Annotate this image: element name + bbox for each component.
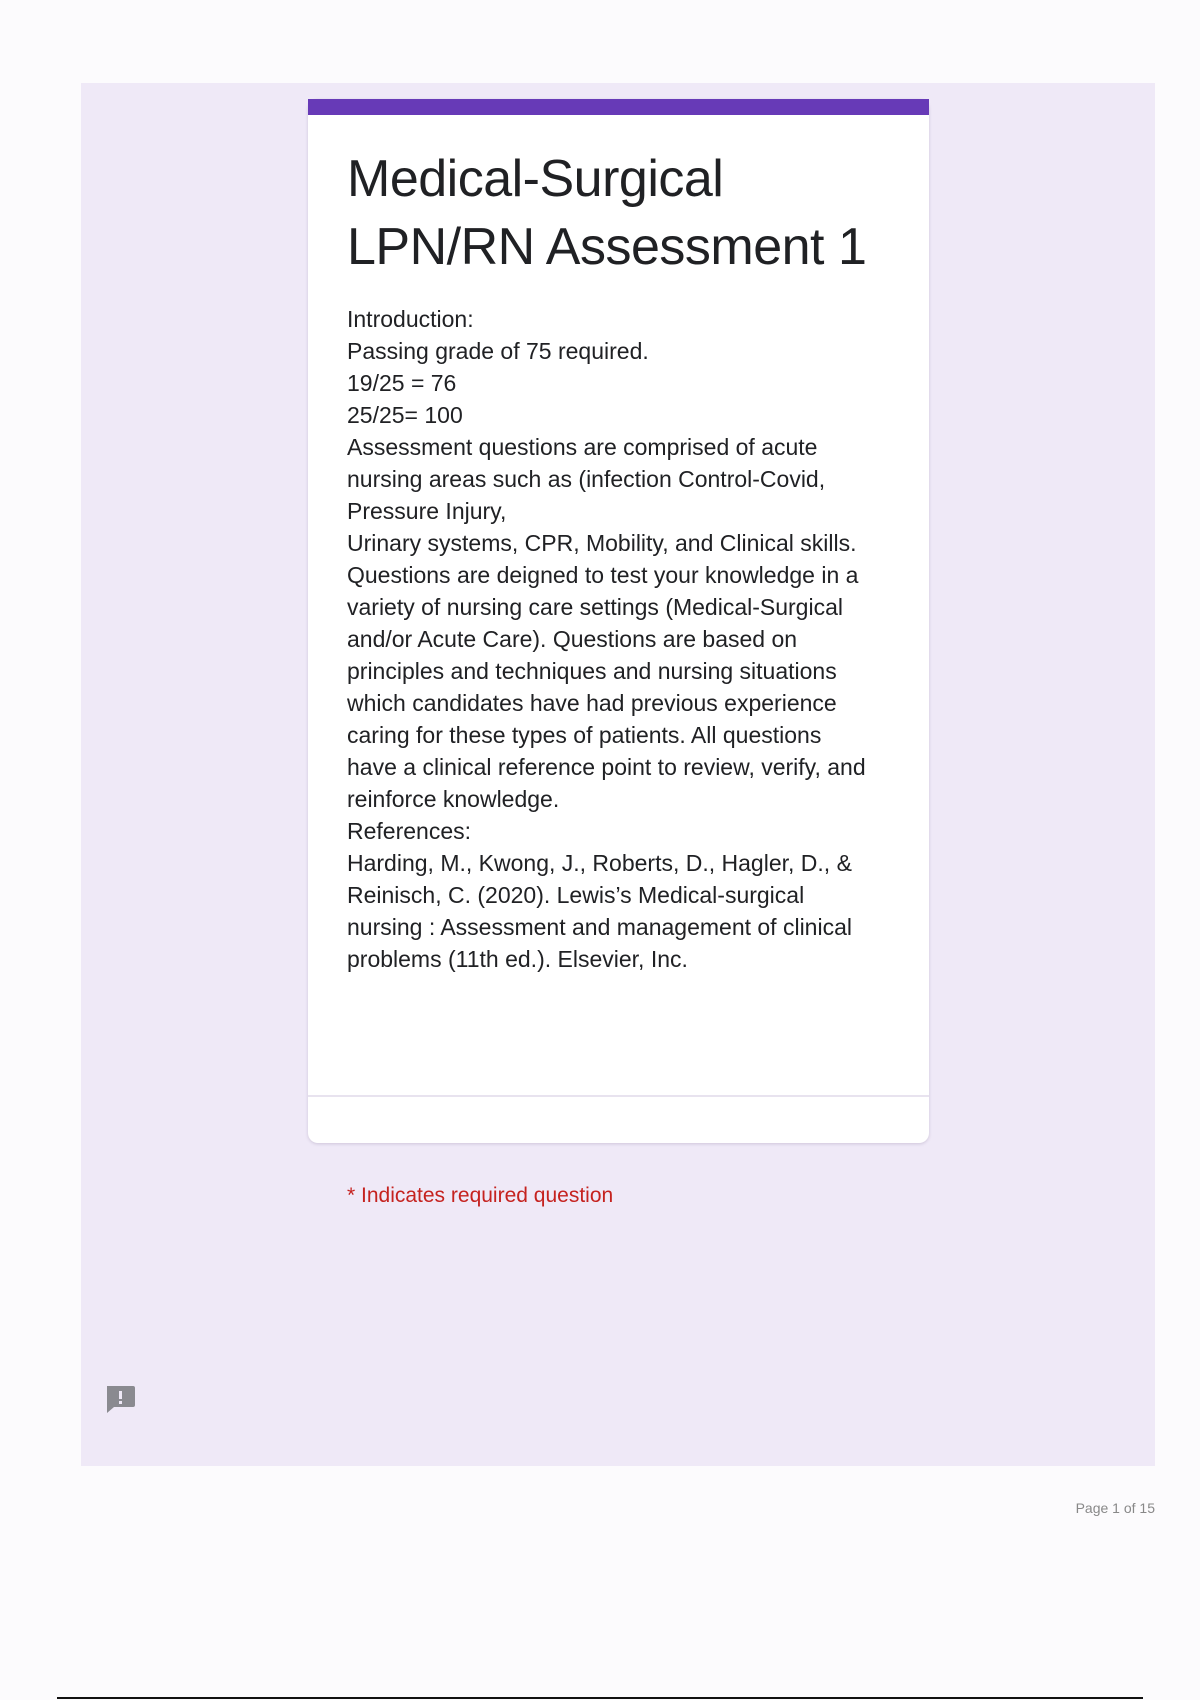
description-line: Urinary systems, CPR, Mobility, and Clinical skills. xyxy=(347,530,857,556)
description-line: reinforce knowledge. xyxy=(347,786,560,812)
feedback-icon-svg xyxy=(103,1382,137,1416)
description-line: problems (11th ed.). Elsevier, Inc. xyxy=(347,946,688,972)
description-line: nursing areas such as (infection Control-Covid, xyxy=(347,466,826,492)
description-line: variety of nursing care settings (Medical-Surgical xyxy=(347,594,843,620)
feedback-icon[interactable] xyxy=(103,1382,137,1416)
form-accent-bar xyxy=(308,99,929,115)
description-line: have a clinical reference point to review, verify, and xyxy=(347,754,866,780)
description-line: 25/25= 100 xyxy=(347,402,463,428)
form-title xyxy=(347,145,889,281)
description-line: Passing grade of 75 required. xyxy=(347,338,649,364)
form-title-line: LPN/RN Assessment 1 xyxy=(347,218,867,276)
description-line: Reinisch, C. (2020). Lewis’s Medical-surgical xyxy=(347,882,805,908)
description-line: References: xyxy=(347,818,472,844)
description-line: 19/25 = 76 xyxy=(347,370,457,396)
page-bottom-rule xyxy=(57,1697,1143,1699)
form-header-card xyxy=(308,99,929,1207)
description-line: principles and techniques and nursing situations xyxy=(347,658,837,684)
description-line: which candidates have had previous experience xyxy=(347,690,837,716)
description-line: Pressure Injury, xyxy=(347,498,507,524)
required-question-note: * Indicates required question xyxy=(347,1184,614,1207)
section-divider xyxy=(308,1095,929,1097)
description-line: and/or Acute Care). Questions are based on xyxy=(347,626,798,652)
form-description xyxy=(347,303,889,975)
description-line: Questions are deigned to test your knowledge in a xyxy=(347,562,859,588)
description-line: Harding, M., Kwong, J., Roberts, D., Hagler, D., & xyxy=(347,850,852,876)
description-line: Assessment questions are comprised of acute xyxy=(347,434,818,460)
form-header xyxy=(308,115,929,1095)
description-line: nursing : Assessment and management of clinical xyxy=(347,914,852,940)
page-number: Page 1 of 15 xyxy=(1075,1500,1155,1516)
description-line: Introduction: xyxy=(347,306,474,332)
form-title-line: Medical-Surgical xyxy=(347,150,724,208)
description-line: caring for these types of patients. All questions xyxy=(347,722,822,748)
